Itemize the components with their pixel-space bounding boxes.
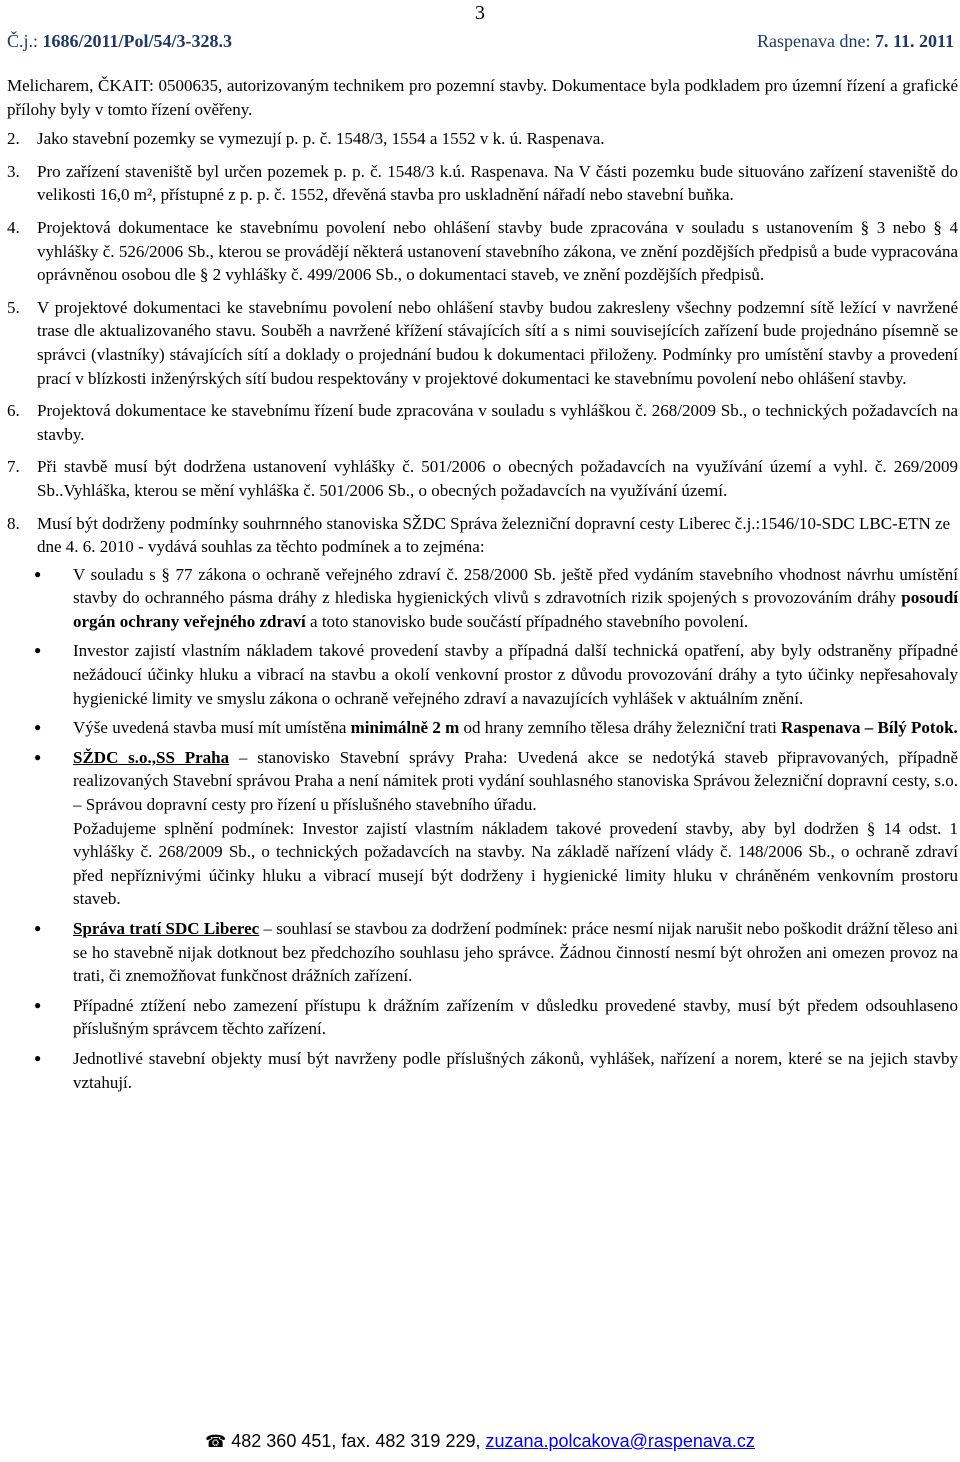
item-text: Jako stavební pozemky se vymezují p. p. č. 1548/3, 1554 a 1552 v k. ú. Raspenava. [37, 129, 605, 149]
bullet-bold: posoudí orgán ochrany veřejného zdraví [73, 588, 958, 631]
reference-value: 1686/2011/Pol/54/3-328.3 [42, 31, 233, 51]
condition-item-2 [7, 127, 958, 151]
sz-conditions-list-continued [7, 917, 958, 1094]
organization-name: SŽDC s.o.,SS Praha [73, 747, 230, 767]
list-item [7, 639, 958, 710]
condition-item-3 [7, 160, 958, 207]
list-item [7, 917, 958, 988]
item-text: V projektové dokumentaci ke stavebnímu povolení nebo ohlášení stavby budou zakresleny všechny podzemní sítě ležící v navržené trase dle aktualizovaného stavu. Souběh a navržené křížení stávajících sítí a s nimi souvisejících zařízení bude projednáno písemně se správci (vlastníky) stávajících sítí a doklady o projednání budou k dokumentaci přiloženy. Podmínky pro umístění stavby a provedení prací v blízkosti inženýrských sítí budou respektovány v projektové dokumentaci ke stavebnímu povolení nebo ohlášení stavby. [37, 297, 958, 388]
bullet-text: Investor zajistí vlastním nákladem takové provedení stavby a případná další technická opatření, aby byly odstraněny případné nežádoucí účinky hluku a vibrací na stavbu a okolí venkovní prostor z důvodu provozování dráhy a tyto účinky nepřesahovaly hygienické limity ve smyslu zákona o ochraně veřejného zdraví a navazujících vyhlášek v aktuálním znění. [73, 641, 958, 708]
item-number: 4. [7, 217, 20, 237]
bullet-bold: Raspenava – Bílý Potok. [781, 718, 958, 738]
document-header [7, 30, 954, 52]
condition-item-7 [7, 455, 958, 502]
bullet-text: – souhlasí se stavbou za dodržení podmínek: práce nesmí nijak narušit nebo poškodit drážní těleso ani se ho stavebně nijak dotknout bez předchozího souhlasu jeho správce. Žádnou činností nesmí být ohrožen ani omezen provoz na trati, či znemožňovat funkčnost drážních zařízení. [73, 919, 959, 986]
email-link[interactable]: zuzana.polcakova@raspenava.cz [485, 1431, 755, 1451]
item-number: 3. [7, 161, 20, 181]
item-text: Projektová dokumentace ke stavebnímu řízení bude zpracována v souladu s vyhláškou č. 268/2009 Sb., o technických požadavcích na stavby. [37, 401, 958, 444]
condition-item-5 [7, 296, 958, 390]
item-number: 2. [7, 129, 20, 149]
bullet-text: Výše uvedená stavba musí mít umístěna [73, 718, 351, 738]
item-text: Pro zařízení staveniště byl určen pozemek p. p. č. 1548/3 k.ú. Raspenava. Na V části pozemku bude situováno zařízení staveniště do velikosti 16,0 m², přístupné z p. p. č. 1552, dřevěná stavba pro uskladnění nářadí nebo stavební buňka. [37, 161, 958, 205]
document-body [7, 74, 958, 1100]
condition-item-4 [7, 216, 958, 287]
bullet-bold: minimálně 2 m [350, 718, 460, 738]
item-number: 5. [7, 297, 20, 317]
list-item [7, 746, 958, 817]
reference-number [7, 30, 232, 54]
contact-text: 482 360 451, fax. 482 319 229, [231, 1431, 486, 1451]
list-item [7, 563, 958, 634]
bullet-text: – stanovisko Stavební správy Praha: Uvedená akce se nedotýká staveb připravovaných, případně realizovaných Stavební správou Praha a není námitek proti vydání souhlasného stanoviska Správou železniční dopravní cesty, s.o. – Správou dopravní cesty pro řízení u příslušného stavebního úřadu. [73, 747, 958, 815]
condition-item-8 [7, 512, 958, 559]
bullet-text: Jednotlivé stavební objekty musí být navrženy podle příslušných zákonů, vyhlášek, nařízení a norem, které se na jejich stavby vztahují. [73, 1048, 958, 1092]
item-text: Musí být dodrženy podmínky souhrnného stanoviska SŽDC Správa železniční dopravní cesty Liberec č.j.:1546/10-SDC LBC-ETN ze dne 4. 6. 2010 - vydává souhlas za těchto podmínek a to zejména: [37, 513, 951, 557]
reference-label: Č.j.: [7, 31, 39, 51]
organization-name: Správa tratí SDC Liberec [73, 919, 260, 938]
date-label: Raspenava dne: [757, 31, 871, 51]
page-number: 3 [475, 2, 485, 24]
bullet-text: Případné ztížení nebo zamezení přístupu k drážním zařízením v důsledku provedené stavby, musí být předem odsouhlaseno příslušným správcem těchto zařízení. [73, 995, 958, 1039]
date-value: 7. 11. 2011 [874, 31, 954, 51]
item-number: 6. [7, 401, 20, 421]
sz-conditions-list [7, 563, 958, 817]
list-item [7, 1047, 958, 1094]
bullet-text: V souladu s § 77 zákona o ochraně veřejného zdraví č. 258/2000 Sb. ještě před vydáním stavebního vhodnost návrhu umístění stavby do ochranného pásma dráhy z hlediska hygienických vlivů s zdravotních rizik spojených s provozováním dráhy [73, 564, 958, 608]
item-number: 8. [7, 513, 20, 533]
list-item [7, 994, 958, 1041]
item-text: Při stavbě musí být dodržena ustanovení vyhlášky č. 501/2006 o obecných požadavcích na využívání území a vyhl. č. 269/2009 Sb..Vyhláška, kterou se mění vyhláška č. 501/2006 Sb., o obecných požadavcích na využívání území. [37, 457, 958, 500]
requirements-paragraph: Požadujeme splnění podmínek: Investor zajistí vlastním nákladem takové provedení stavby, aby byl dodržen § 14 odst. 1 vyhlášky č. 268/2009 Sb., o technických požadavcích na stavby. Na základě nařízení vlády č. 148/2006 Sb., o ochraně zdraví před nepříznivými účinky hluku a vibrací musejí být dodrženy i hygienické limity hluku v chráněném venkovním prostoru staveb. [73, 818, 958, 909]
item-number: 7. [7, 457, 20, 477]
condition-item-6 [7, 399, 958, 446]
intro-paragraph: Melicharem, ČKAIT: 0500635, autorizovaným technikem pro pozemní stavby. Dokumentace byla podkladem pro územní řízení a grafické přílohy byly v tomto řízení ověřeny. [7, 76, 958, 119]
bullet-text: od hrany zemního tělesa dráhy železniční trati [459, 718, 782, 738]
page-footer [0, 1430, 960, 1454]
list-item [7, 716, 958, 740]
bullet-text: a toto stanovisko bude součástí případného stavebního povolení. [305, 611, 749, 631]
telephone-icon: ☎ [205, 1432, 227, 1451]
item-text: Projektová dokumentace ke stavebnímu povolení nebo ohlášení stavby bude zpracována v souladu s ustanovením § 3 nebo § 4 vyhlášky č. 526/2006 Sb., kterou se provádějí některá ustanovení stavebního zákona, ve znění pozdějších předpisů a bude vypracována oprávněnou osobou dle § 2 vyhlášky č. 499/2006 Sb., o dokumentaci staveb, ve znění pozdějších předpisů. [37, 217, 958, 285]
document-date [757, 30, 954, 54]
